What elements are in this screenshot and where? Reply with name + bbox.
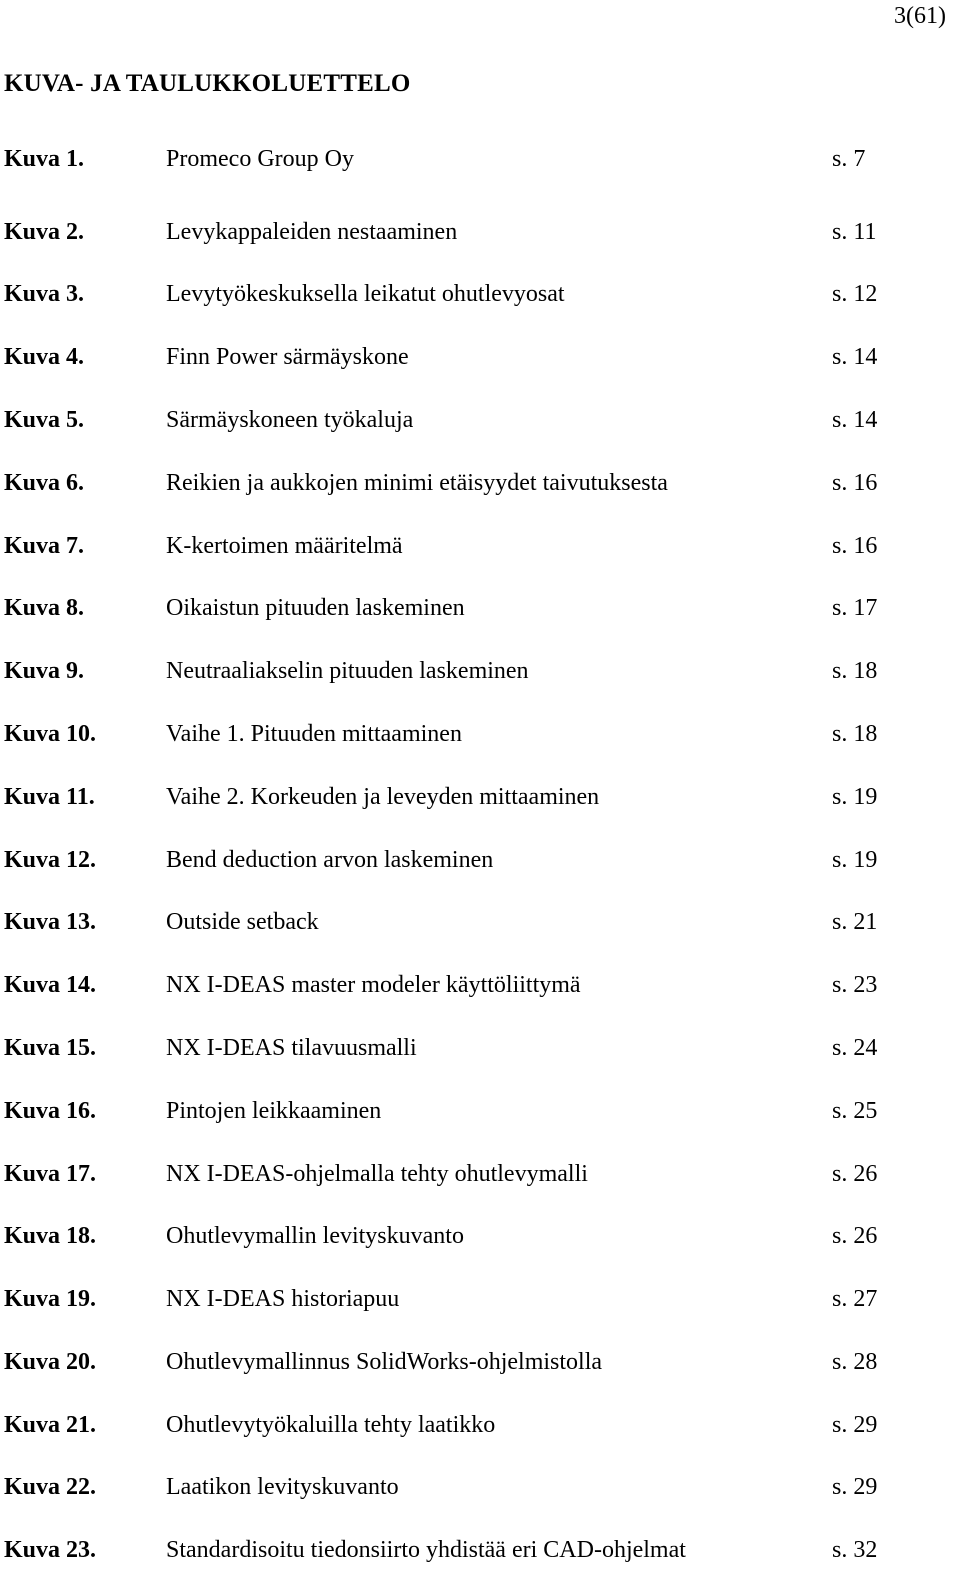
figure-title: Neutraaliakselin pituuden laskeminen [166, 658, 529, 684]
figure-title: Pintojen leikkaaminen [166, 1098, 382, 1124]
list-item [0, 717, 960, 751]
figure-label: Kuva 21. [4, 1412, 97, 1438]
figure-label: Kuva 1. [4, 146, 85, 172]
list-item [0, 780, 960, 814]
figure-label: Kuva 16. [4, 1098, 97, 1124]
figure-label: Kuva 2. [4, 219, 85, 245]
figure-page-ref: s. 23 [832, 972, 878, 998]
figure-title: NX I-DEAS-ohjelmalla tehty ohutlevymalli [166, 1161, 588, 1187]
list-item [0, 1219, 960, 1253]
figure-label: Kuva 9. [4, 658, 85, 684]
list-item [0, 591, 960, 625]
figure-title: Ohutlevymallinnus SolidWorks-ohjelmistolla [166, 1349, 603, 1375]
figure-page-ref: s. 32 [832, 1537, 878, 1563]
figure-title: Särmäyskoneen työkaluja [166, 407, 414, 433]
figure-page-ref: s. 14 [832, 344, 878, 370]
page-number: 3(61) [894, 3, 946, 29]
figure-page-ref: s. 21 [832, 909, 878, 935]
figure-title: Outside setback [166, 909, 319, 935]
figure-page-ref: s. 26 [832, 1161, 878, 1187]
list-item [0, 968, 960, 1002]
figure-title: Vaihe 1. Pituuden mittaaminen [166, 721, 462, 747]
figure-page-ref: s. 7 [832, 146, 866, 172]
list-item [0, 843, 960, 877]
figure-page-ref: s. 25 [832, 1098, 878, 1124]
list-heading: KUVA- JA TAULUKKOLUETTELO [4, 70, 411, 97]
figure-label: Kuva 7. [4, 533, 85, 559]
figure-page-ref: s. 17 [832, 595, 878, 621]
figure-page-ref: s. 29 [832, 1474, 878, 1500]
figure-title: Promeco Group Oy [166, 146, 354, 172]
figure-page-ref: s. 16 [832, 470, 878, 496]
list-item [0, 1094, 960, 1128]
list-item [0, 403, 960, 437]
figure-page-ref: s. 18 [832, 721, 878, 747]
list-item [0, 529, 960, 563]
figure-title: NX I-DEAS master modeler käyttöliittymä [166, 972, 581, 998]
list-item [0, 1408, 960, 1442]
figure-page-ref: s. 16 [832, 533, 878, 559]
list-item [0, 1345, 960, 1379]
figure-title: Levytyökeskuksella leikatut ohutlevyosat [166, 281, 565, 307]
figure-title: Ohutlevytyökaluilla tehty laatikko [166, 1412, 496, 1438]
list-item [0, 142, 960, 176]
figure-title: NX I-DEAS tilavuusmalli [166, 1035, 417, 1061]
figure-label: Kuva 22. [4, 1474, 97, 1500]
list-item [0, 1533, 960, 1567]
figure-label: Kuva 6. [4, 470, 85, 496]
figure-label: Kuva 11. [4, 784, 95, 810]
figure-label: Kuva 5. [4, 407, 85, 433]
figure-label: Kuva 12. [4, 847, 97, 873]
figure-label: Kuva 17. [4, 1161, 97, 1187]
figure-page-ref: s. 12 [832, 281, 878, 307]
figure-title: K-kertoimen määritelmä [166, 533, 403, 559]
figure-page-ref: s. 19 [832, 847, 878, 873]
list-item [0, 215, 960, 249]
figure-title: Reikien ja aukkojen minimi etäisyydet taivutuksesta [166, 470, 668, 496]
list-item [0, 905, 960, 939]
figure-page-ref: s. 24 [832, 1035, 878, 1061]
figure-title: Oikaistun pituuden laskeminen [166, 595, 465, 621]
figure-page-ref: s. 19 [832, 784, 878, 810]
figure-title: NX I-DEAS historiapuu [166, 1286, 400, 1312]
list-item [0, 1031, 960, 1065]
figure-label: Kuva 4. [4, 344, 85, 370]
figure-label: Kuva 14. [4, 972, 97, 998]
figure-page-ref: s. 26 [832, 1223, 878, 1249]
figure-label: Kuva 8. [4, 595, 85, 621]
figure-title: Levykappaleiden nestaaminen [166, 219, 458, 245]
figure-page-ref: s. 29 [832, 1412, 878, 1438]
figure-title: Bend deduction arvon laskeminen [166, 847, 494, 873]
figure-label: Kuva 18. [4, 1223, 97, 1249]
figure-page-ref: s. 14 [832, 407, 878, 433]
list-item [0, 1470, 960, 1504]
figure-label: Kuva 15. [4, 1035, 97, 1061]
list-item [0, 654, 960, 688]
figure-title: Ohutlevymallin levityskuvanto [166, 1223, 464, 1249]
figure-page-ref: s. 11 [832, 219, 877, 245]
figure-label: Kuva 20. [4, 1349, 97, 1375]
figure-title: Standardisoitu tiedonsiirto yhdistää eri CAD-ohjelmat [166, 1537, 686, 1563]
figure-label: Kuva 3. [4, 281, 85, 307]
figure-label: Kuva 10. [4, 721, 97, 747]
list-item [0, 1282, 960, 1316]
list-item [0, 1157, 960, 1191]
figure-label: Kuva 13. [4, 909, 97, 935]
figure-page-ref: s. 28 [832, 1349, 878, 1375]
figure-label: Kuva 23. [4, 1537, 97, 1563]
list-item [0, 466, 960, 500]
figure-title: Vaihe 2. Korkeuden ja leveyden mittaaminen [166, 784, 600, 810]
figure-page-ref: s. 27 [832, 1286, 878, 1312]
list-item [0, 340, 960, 374]
figure-label: Kuva 19. [4, 1286, 97, 1312]
figure-page-ref: s. 18 [832, 658, 878, 684]
figure-title: Finn Power särmäyskone [166, 344, 409, 370]
list-item [0, 277, 960, 311]
figure-title: Laatikon levityskuvanto [166, 1474, 399, 1500]
